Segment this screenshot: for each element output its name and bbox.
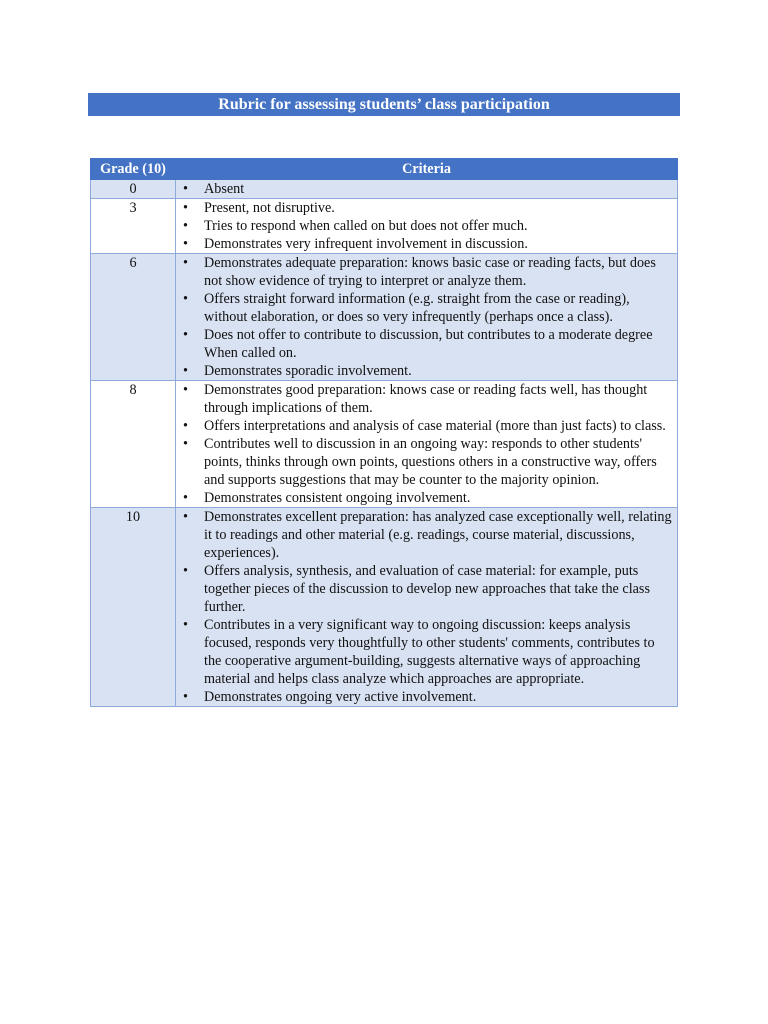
grade-cell: 8 [91, 381, 176, 508]
criteria-list [176, 199, 677, 253]
criteria-list [176, 381, 677, 507]
criteria-list [176, 254, 677, 380]
criteria-cell [176, 508, 678, 707]
criteria-list-item: • Demonstrates ongoing very active involvement. [176, 688, 677, 706]
criteria-list-item: • Demonstrates excellent preparation: has analyzed case exceptionally well, relating it to readings and other material (e.g. readings, course material, discussions, experiences). [176, 508, 677, 562]
grade-cell: 3 [91, 199, 176, 254]
table-row [91, 254, 678, 381]
rubric-table-body [91, 180, 678, 707]
criteria-list-item: • Demonstrates consistent ongoing involvement. [176, 489, 677, 507]
criteria-list-item: • Tries to respond when called on but does not offer much. [176, 217, 677, 235]
criteria-list-item: • Demonstrates adequate preparation: knows basic case or reading facts, but does not show evidence of trying to interpret or analyze them. [176, 254, 677, 290]
criteria-cell [176, 180, 678, 199]
criteria-list-item: • Contributes well to discussion in an ongoing way: responds to other students' points, thinks through own points, questions others in a constructive way, offers and supports suggestions that may be counter to the majority opinion. [176, 435, 677, 489]
table-row [91, 381, 678, 508]
grade-cell: 0 [91, 180, 176, 199]
criteria-list-item: • Demonstrates very infrequent involvement in discussion. [176, 235, 677, 253]
criteria-cell [176, 254, 678, 381]
criteria-list-item: • Demonstrates good preparation: knows case or reading facts well, has thought through implications of them. [176, 381, 677, 417]
criteria-list-item: • Offers interpretations and analysis of case material (more than just facts) to class. [176, 417, 677, 435]
criteria-cell [176, 199, 678, 254]
column-header-grade: Grade (10) [91, 159, 176, 180]
table-row [91, 199, 678, 254]
criteria-list [176, 180, 677, 198]
criteria-list [176, 508, 677, 706]
table-header-row [91, 159, 678, 180]
table-row [91, 508, 678, 707]
criteria-list-item: • Does not offer to contribute to discussion, but contributes to a moderate degree When called on. [176, 326, 677, 362]
criteria-list-item: • Contributes in a very significant way to ongoing discussion: keeps analysis focused, responds very thoughtfully to other students' comments, contributes to the cooperative argument-building, suggests alternative ways of approaching material and helps class analyze which approaches are appropriate. [176, 616, 677, 688]
grade-cell: 10 [91, 508, 176, 707]
criteria-list-item: • Offers analysis, synthesis, and evaluation of case material: for example, puts together pieces of the discussion to develop new approaches that take the class further. [176, 562, 677, 616]
criteria-list-item: • Demonstrates sporadic involvement. [176, 362, 677, 380]
column-header-criteria: Criteria [176, 159, 678, 180]
criteria-list-item: • Absent [176, 180, 677, 198]
table-row [91, 180, 678, 199]
document-title: Rubric for assessing students’ class participation [88, 93, 680, 116]
rubric-table [90, 158, 678, 707]
criteria-cell [176, 381, 678, 508]
criteria-list-item: • Present, not disruptive. [176, 199, 677, 217]
grade-cell: 6 [91, 254, 176, 381]
criteria-list-item: • Offers straight forward information (e.g. straight from the case or reading), without elaboration, or does so very infrequently (perhaps once a class). [176, 290, 677, 326]
